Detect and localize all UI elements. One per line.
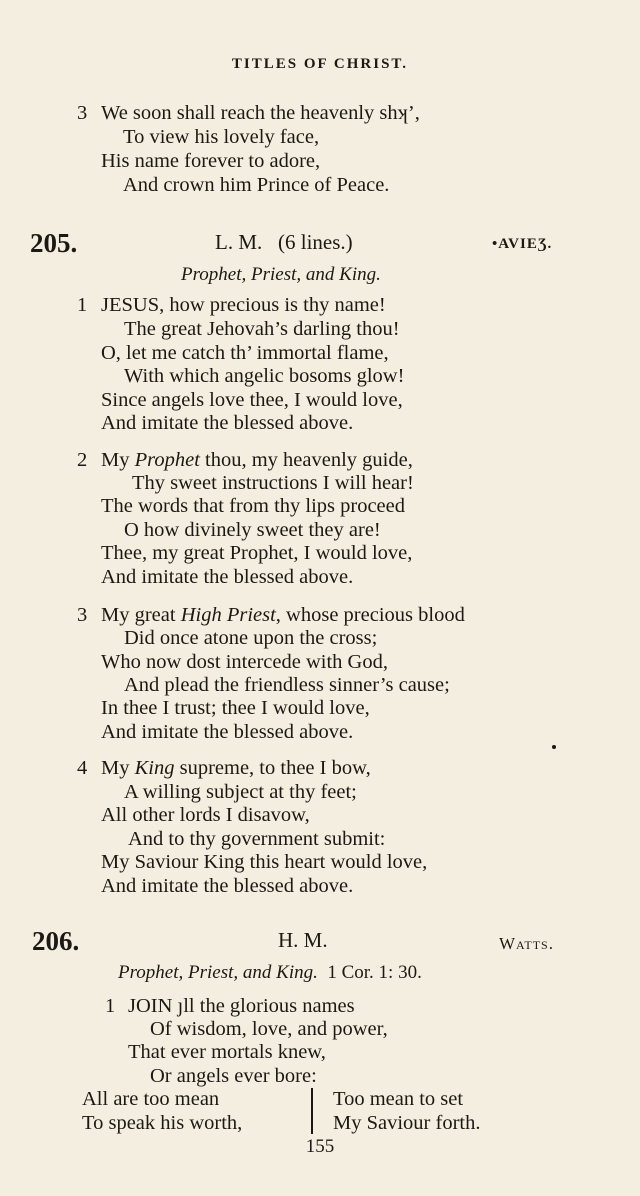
hymn-number: 206. <box>32 926 80 956</box>
hymn-line: All other lords I disavow, <box>101 804 310 826</box>
hymn-line: My great High Priest, whose precious blood <box>101 604 465 626</box>
verse-number: 3 <box>77 102 88 124</box>
scripture-reference: 1 Cor. 1: 30. <box>327 962 422 983</box>
hymn-line-split-left: All are too mean <box>82 1088 220 1110</box>
hymn-line: Thy sweet instructions I will hear! <box>132 472 414 494</box>
hymn-line: Did once atone upon the cross; <box>124 627 378 649</box>
hymn-line: Of wisdom, love, and power, <box>150 1018 388 1040</box>
hymn-line-split-right: Too mean to set <box>333 1088 464 1110</box>
hymn-line: And imitate the blessed above. <box>101 721 354 743</box>
hymn-meter: L. M. (6 lines.) <box>215 230 353 254</box>
hymn-number: 205. <box>30 228 78 258</box>
page-number: 155 <box>305 1136 335 1157</box>
hymn-line-split-right: My Saviour forth. <box>333 1112 481 1134</box>
hymn-line: His name forever to adore, <box>101 150 321 172</box>
hymn-line: With which angelic bosoms glow! <box>124 365 405 387</box>
hymn-author: •AVIEƷ. <box>492 236 553 252</box>
hymn-line: My Prophet thou, my heavenly guide, <box>101 449 413 471</box>
hymn-line: A willing subject at thy feet; <box>124 781 357 803</box>
hymn-line: JESUS, how precious is thy name! <box>101 294 386 316</box>
hymn-line: And imitate the blessed above. <box>101 566 354 588</box>
hymn-line: In thee I trust; thee I would love, <box>101 697 370 719</box>
hymn-line: My Saviour King this heart would love, <box>101 851 428 873</box>
hymn-line: O how divinely sweet they are! <box>124 519 381 541</box>
hymn-line: We soon shall reach the heavenly shʞ’, <box>101 102 420 124</box>
hymn-line: And crown him Prince of Peace. <box>123 174 390 196</box>
verse-number: 1 <box>105 995 116 1017</box>
hymn-line: Or angels ever bore: <box>150 1065 317 1087</box>
hymn-line: JOIN ȷll the glorious names <box>128 995 355 1017</box>
hymn-line-split-left: To speak his worth, <box>82 1112 243 1134</box>
hymn-line: And imitate the blessed above. <box>101 412 354 434</box>
hymn-subtitle: Prophet, Priest, and King. 1 Cor. 1: 30. <box>118 962 422 983</box>
hymn-line: That ever mortals knew, <box>128 1041 326 1063</box>
hymn-line: And plead the friendless sinner’s cause; <box>124 674 450 696</box>
ink-speck <box>552 745 556 749</box>
hymn-line: O, let me catch th’ immortal flame, <box>101 342 389 364</box>
hymn-line: My King supreme, to thee I bow, <box>101 757 371 779</box>
hymn-line: And to thy government submit: <box>128 828 386 850</box>
hymn-line: And imitate the blessed above. <box>101 875 354 897</box>
verse-number: 3 <box>77 604 88 626</box>
verse-number: 2 <box>77 449 88 471</box>
hymn-author: Watts. <box>499 934 554 953</box>
hymn-line: Who now dost intercede with God, <box>101 651 388 673</box>
column-divider <box>311 1088 313 1134</box>
hymn-meter: H. M. <box>278 928 328 952</box>
verse-number: 4 <box>77 757 88 779</box>
hymn-line: Since angels love thee, I would love, <box>101 389 403 411</box>
hymn-line: To view his lovely face, <box>123 126 320 148</box>
hymn-line: The words that from thy lips proceed <box>101 495 406 517</box>
running-header: TITLES OF CHRIST. <box>231 56 409 72</box>
verse-number: 1 <box>77 294 88 316</box>
hymn-line: Thee, my great Prophet, I would love, <box>101 542 413 564</box>
hymn-line: The great Jehovah’s darling thou! <box>124 318 400 340</box>
hymn-subtitle: Prophet, Priest, and King. <box>181 264 381 285</box>
